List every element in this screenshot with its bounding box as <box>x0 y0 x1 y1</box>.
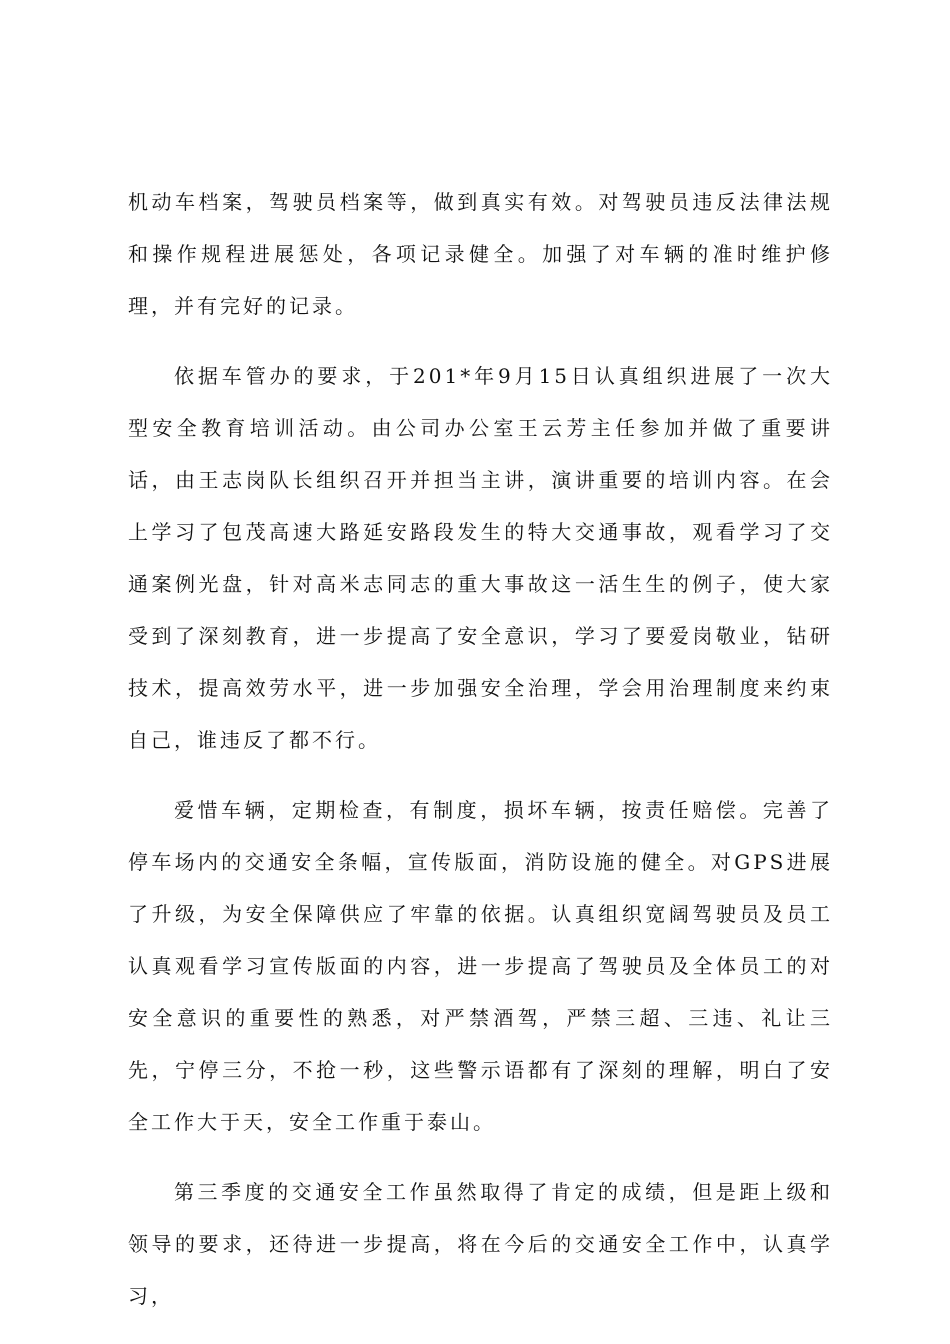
document-body <box>128 176 833 1340</box>
paragraph-4: 第三季度的交通安全工作虽然取得了肯定的成绩，但是距上级和领导的要求，还待进一步提高，将在今后的交通安全工作中，认真学习， <box>128 1180 833 1308</box>
paragraph-1: 机动车档案，驾驶员档案等，做到真实有效。对驾驶员违反法律法规和操作规程进展惩处，各项记录健全。加强了对车辆的准时维护修理，并有完好的记录。 <box>128 190 833 318</box>
paragraph-2: 依据车管办的要求，于201*年9月15日认真组织进展了一次大型安全教育培训活动。由公司办公室王云芳主任参加并做了重要讲话，由王志岗队长组织召开并担当主讲，演讲重要的培训内容。在会上学习了包茂高速大路延安路段发生的特大交通事故，观看学习了交通案例光盘，针对高米志同志的重大事故这一活生生的例子，使大家受到了深刻教育，进一步提高了安全意识，学习了要爱岗敬业，钻研技术，提高效劳水平，进一步加强安全治理，学会用治理制度来约束自己，谁违反了都不行。 <box>128 364 833 752</box>
paragraph-3: 爱惜车辆，定期检查，有制度，损坏车辆，按责任赔偿。完善了停车场内的交通安全条幅，宣传版面，消防设施的健全。对GPS进展了升级，为安全保障供应了牢靠的依据。认真组织宽阔驾驶员及员工认真观看学习宣传版面的内容，进一步提高了驾驶员及全体员工的对安全意识的重要性的熟悉，对严禁酒驾，严禁三超、三违、礼让三先，宁停三分，不抢一秒，这些警示语都有了深刻的理解，明白了安全工作大于天，安全工作重于泰山。 <box>128 798 833 1134</box>
